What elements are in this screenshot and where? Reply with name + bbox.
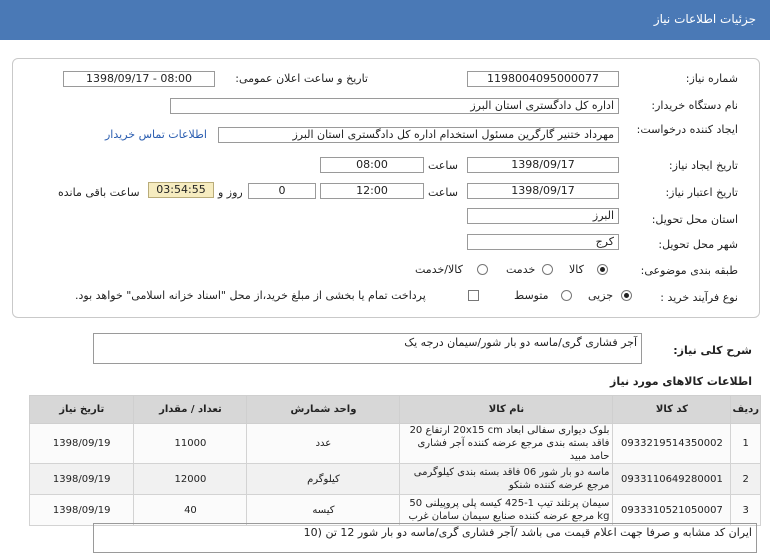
cell-code: 0933110649280001 [613, 464, 731, 495]
created-time-word: ساعت [428, 159, 458, 172]
cell-qty: 12000 [134, 464, 247, 495]
cell-qty: 40 [134, 495, 247, 526]
treasury-payment-checkbox[interactable] [468, 290, 479, 301]
validity-label: تاریخ اعتبار نیاز: [665, 186, 738, 199]
created-date-label: تاریخ ایجاد نیاز: [668, 159, 738, 172]
need-number-label: شماره نیاز: [685, 72, 738, 85]
col-code: کد کالا [613, 396, 731, 424]
need-number-field: 1198004095000077 [467, 71, 619, 87]
page-title: جزئیات اطلاعات نیاز [653, 12, 756, 26]
cell-unit: کیسه [247, 495, 400, 526]
items-table-header [30, 396, 761, 424]
remaining-time: 03:54:55 [148, 182, 214, 198]
requester-label: ایجاد کننده درخواست: [636, 123, 738, 136]
table-row [30, 424, 761, 464]
col-row: ردیف [731, 396, 761, 424]
cell-name: سیمان پرتلند تیپ 1-425 کیسه پلی پروپیلنی 50 kg مرجع عرضه کننده صنایع سیمان سامان غرب [400, 495, 613, 526]
cell-name: ماسه دو بار شور 06 فاقد بسته بندی کیلوگرمی مرجع عرضه کننده شنکو [400, 464, 613, 495]
category-service-label: خدمت [506, 263, 536, 276]
table-row [30, 464, 761, 495]
cell-code: 0933219514350002 [613, 424, 731, 464]
days-word: روز و [218, 186, 243, 199]
cell-date: 1398/09/19 [30, 495, 134, 526]
items-section-title: اطلاعات کالاهای مورد نیاز [610, 375, 752, 388]
buyer-field: اداره کل دادگستری استان البرز [170, 98, 619, 114]
cell-code: 0933310521050007 [613, 495, 731, 526]
city-label: شهر محل تحویل: [658, 238, 738, 251]
process-medium-label: متوسط [514, 289, 549, 302]
requester-field: مهرداد ختنیر گارگرین مسئول استخدام اداره کل دادگستری استان البرز [218, 127, 619, 143]
province-field: البرز [467, 208, 619, 224]
cell-row: 1 [731, 424, 761, 464]
col-unit: واحد شمارش [247, 396, 400, 424]
cell-qty: 11000 [134, 424, 247, 464]
description-text: آجر فشاری گری/ماسه دو بار شور/سیمان درجه یک [404, 336, 637, 349]
header-bar [0, 0, 770, 40]
cell-row: 2 [731, 464, 761, 495]
created-date-field: 1398/09/17 [467, 157, 619, 173]
cell-row: 3 [731, 495, 761, 526]
buyer-label: نام دستگاه خریدار: [651, 99, 738, 112]
buyer-contact-link[interactable]: اطلاعات تماس خریدار [105, 128, 207, 141]
cell-date: 1398/09/19 [30, 424, 134, 464]
table-row [30, 495, 761, 526]
col-date: تاریخ نیاز [30, 396, 134, 424]
cell-date: 1398/09/19 [30, 464, 134, 495]
validity-time-word: ساعت [428, 186, 458, 199]
cell-unit: کیلوگرم [247, 464, 400, 495]
validity-date-field: 1398/09/17 [467, 183, 619, 199]
process-medium-radio[interactable] [561, 290, 572, 301]
days-field: 0 [248, 183, 316, 199]
treasury-payment-note: پرداخت تمام یا بخشی از مبلغ خرید،از محل "اسناد خزانه اسلامی" خواهد بود. [75, 289, 426, 302]
process-label: نوع فرآیند خرید : [660, 291, 738, 304]
created-time-field: 08:00 [320, 157, 424, 173]
cell-unit: عدد [247, 424, 400, 464]
description-box [93, 333, 642, 364]
buyer-notes-text: ایران کد مشابه و صرفا جهت اعلام قیمت می باشد /آجر فشاری گری/ماسه دو بار شور 12 تن (10 [303, 526, 752, 539]
description-label: شرح کلی نیاز: [673, 344, 752, 357]
category-label: طبقه بندی موضوعی: [640, 264, 738, 277]
city-field: کرج [467, 234, 619, 250]
process-partial-label: جزیی [588, 289, 614, 302]
province-label: استان محل تحویل: [651, 213, 738, 226]
category-goods-radio[interactable] [597, 264, 608, 275]
validity-time-field: 12:00 [320, 183, 424, 199]
category-both-radio[interactable] [477, 264, 488, 275]
category-both-label: کالا/خدمت [415, 263, 463, 276]
buyer-notes-box [93, 523, 757, 553]
category-goods-label: کالا [569, 263, 584, 276]
col-qty: تعداد / مقدار [134, 396, 247, 424]
remaining-label: ساعت باقی مانده [58, 186, 140, 199]
cell-name: بلوک دیواری سفالی ابعاد 20x15 cm ارتفاع 20 فاقد بسته بندی مرجع عرضه کننده آجر فشاری حامد مبید [400, 424, 613, 464]
announce-label: تاریخ و ساعت اعلان عمومی: [235, 72, 368, 85]
items-table [29, 395, 761, 526]
announce-field: 1398/09/17 - 08:00 [63, 71, 215, 87]
process-partial-radio[interactable] [621, 290, 632, 301]
col-name: نام کالا [400, 396, 613, 424]
category-service-radio[interactable] [542, 264, 553, 275]
